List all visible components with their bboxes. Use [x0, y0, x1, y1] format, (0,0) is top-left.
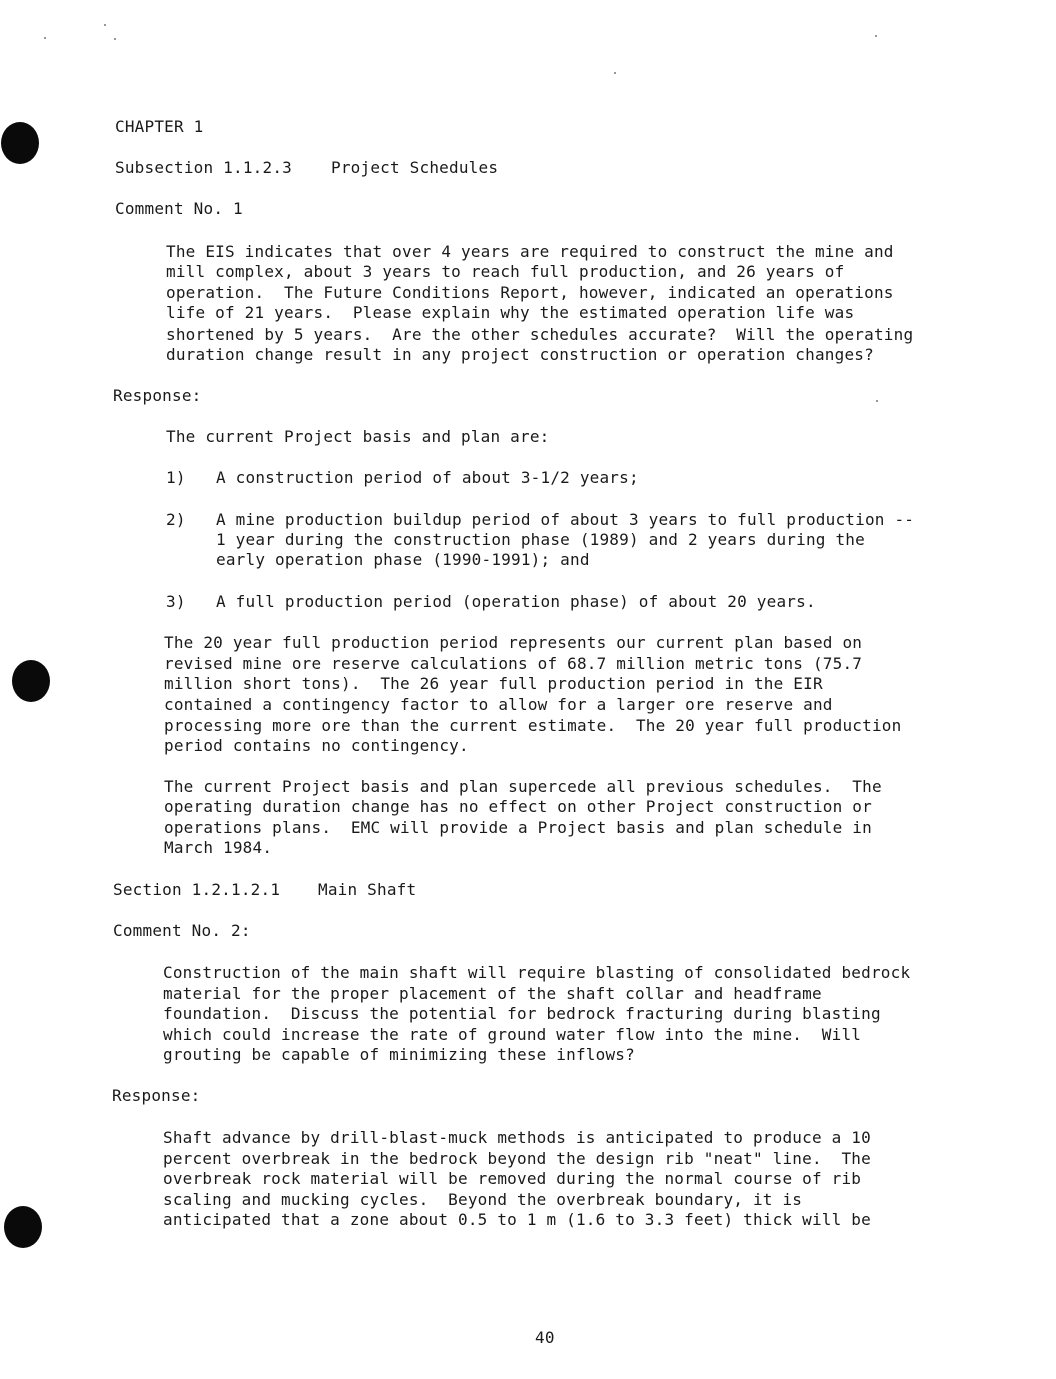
response-1-label: Response: — [113, 386, 202, 405]
scan-speck — [875, 35, 877, 37]
response-1-para1-line: The 20 year full production period represents our current plan based on — [164, 633, 863, 652]
scan-speck — [114, 38, 116, 40]
response-2-line: scaling and mucking cycles. Beyond the overbreak boundary, it is — [163, 1190, 803, 1209]
list-item-number: 2) — [166, 510, 186, 529]
comment-1-line: operation. The Future Conditions Report, however, indicated an operations — [166, 283, 894, 302]
comment-2-line: material for the proper placement of the shaft collar and headframe — [163, 984, 822, 1003]
response-2-line: Shaft advance by drill-blast-muck methods is anticipated to produce a 10 — [163, 1128, 871, 1147]
scan-speck — [876, 400, 878, 402]
punch-hole-bottom — [4, 1206, 42, 1248]
comment-2-line: Construction of the main shaft will require blasting of consolidated bedrock — [163, 963, 911, 982]
response-1-para1-line: period contains no contingency. — [164, 736, 469, 755]
chapter-heading: CHAPTER 1 — [115, 117, 204, 136]
comment-2-label: Comment No. 2: — [113, 921, 251, 940]
list-item-text: early operation phase (1990-1991); and — [216, 550, 590, 569]
list-item-number: 3) — [166, 592, 186, 611]
comment-2-line: grouting be capable of minimizing these inflows? — [163, 1045, 635, 1064]
comment-2-line: foundation. Discuss the potential for bedrock fracturing during blasting — [163, 1004, 881, 1023]
section-title: Main Shaft — [318, 880, 417, 899]
list-item-text: A construction period of about 3-1/2 years; — [216, 468, 639, 487]
response-1-para2-line: March 1984. — [164, 838, 273, 857]
scan-speck — [614, 72, 616, 74]
list-item-number: 1) — [166, 468, 186, 487]
response-1-para2-line: operations plans. EMC will provide a Project basis and plan schedule in — [164, 818, 872, 837]
response-1-para1-line: contained a contingency factor to allow for a larger ore reserve and — [164, 695, 833, 714]
response-2-label: Response: — [112, 1086, 201, 1105]
list-item-text: 1 year during the construction phase (1989) and 2 years during the — [216, 530, 865, 549]
response-2-line: anticipated that a zone about 0.5 to 1 m (1.6 to 3.3 feet) thick will be — [163, 1210, 871, 1229]
punch-hole-top — [1, 122, 39, 164]
scan-speck — [44, 37, 46, 39]
scan-speck — [104, 24, 106, 26]
response-1-intro: The current Project basis and plan are: — [166, 427, 550, 446]
comment-1-label: Comment No. 1 — [115, 199, 243, 218]
subsection-title: Project Schedules — [331, 158, 499, 177]
comment-1-line: The EIS indicates that over 4 years are required to construct the mine and — [166, 242, 894, 261]
comment-1-line: life of 21 years. Please explain why the estimated operation life was — [166, 303, 855, 322]
response-1-para1-line: million short tons). The 26 year full production period in the EIR — [164, 674, 823, 693]
page-number: 40 — [535, 1328, 555, 1347]
response-1-para2-line: operating duration change has no effect on other Project construction or — [164, 797, 872, 816]
list-item-text: A full production period (operation phase) of about 20 years. — [216, 592, 816, 611]
comment-1-line: mill complex, about 3 years to reach full production, and 26 years of — [166, 262, 845, 281]
response-2-line: percent overbreak in the bedrock beyond the design rib "neat" line. The — [163, 1149, 871, 1168]
comment-2-line: which could increase the rate of ground water flow into the mine. Will — [163, 1025, 862, 1044]
subsection-number: Subsection 1.1.2.3 — [115, 158, 292, 177]
comment-1-line: shortened by 5 years. Are the other schedules accurate? Will the operating — [166, 325, 914, 344]
response-1-para1-line: processing more ore than the current estimate. The 20 year full production — [164, 716, 902, 735]
punch-hole-middle — [12, 660, 50, 702]
response-1-para1-line: revised mine ore reserve calculations of 68.7 million metric tons (75.7 — [164, 654, 863, 673]
response-2-line: overbreak rock material will be removed during the normal course of rib — [163, 1169, 862, 1188]
list-item-text: A mine production buildup period of about 3 years to full production -- — [216, 510, 915, 529]
section-number: Section 1.2.1.2.1 — [113, 880, 281, 899]
comment-1-line: duration change result in any project construction or operation changes? — [166, 345, 874, 364]
response-1-para2-line: The current Project basis and plan supercede all previous schedules. The — [164, 777, 882, 796]
